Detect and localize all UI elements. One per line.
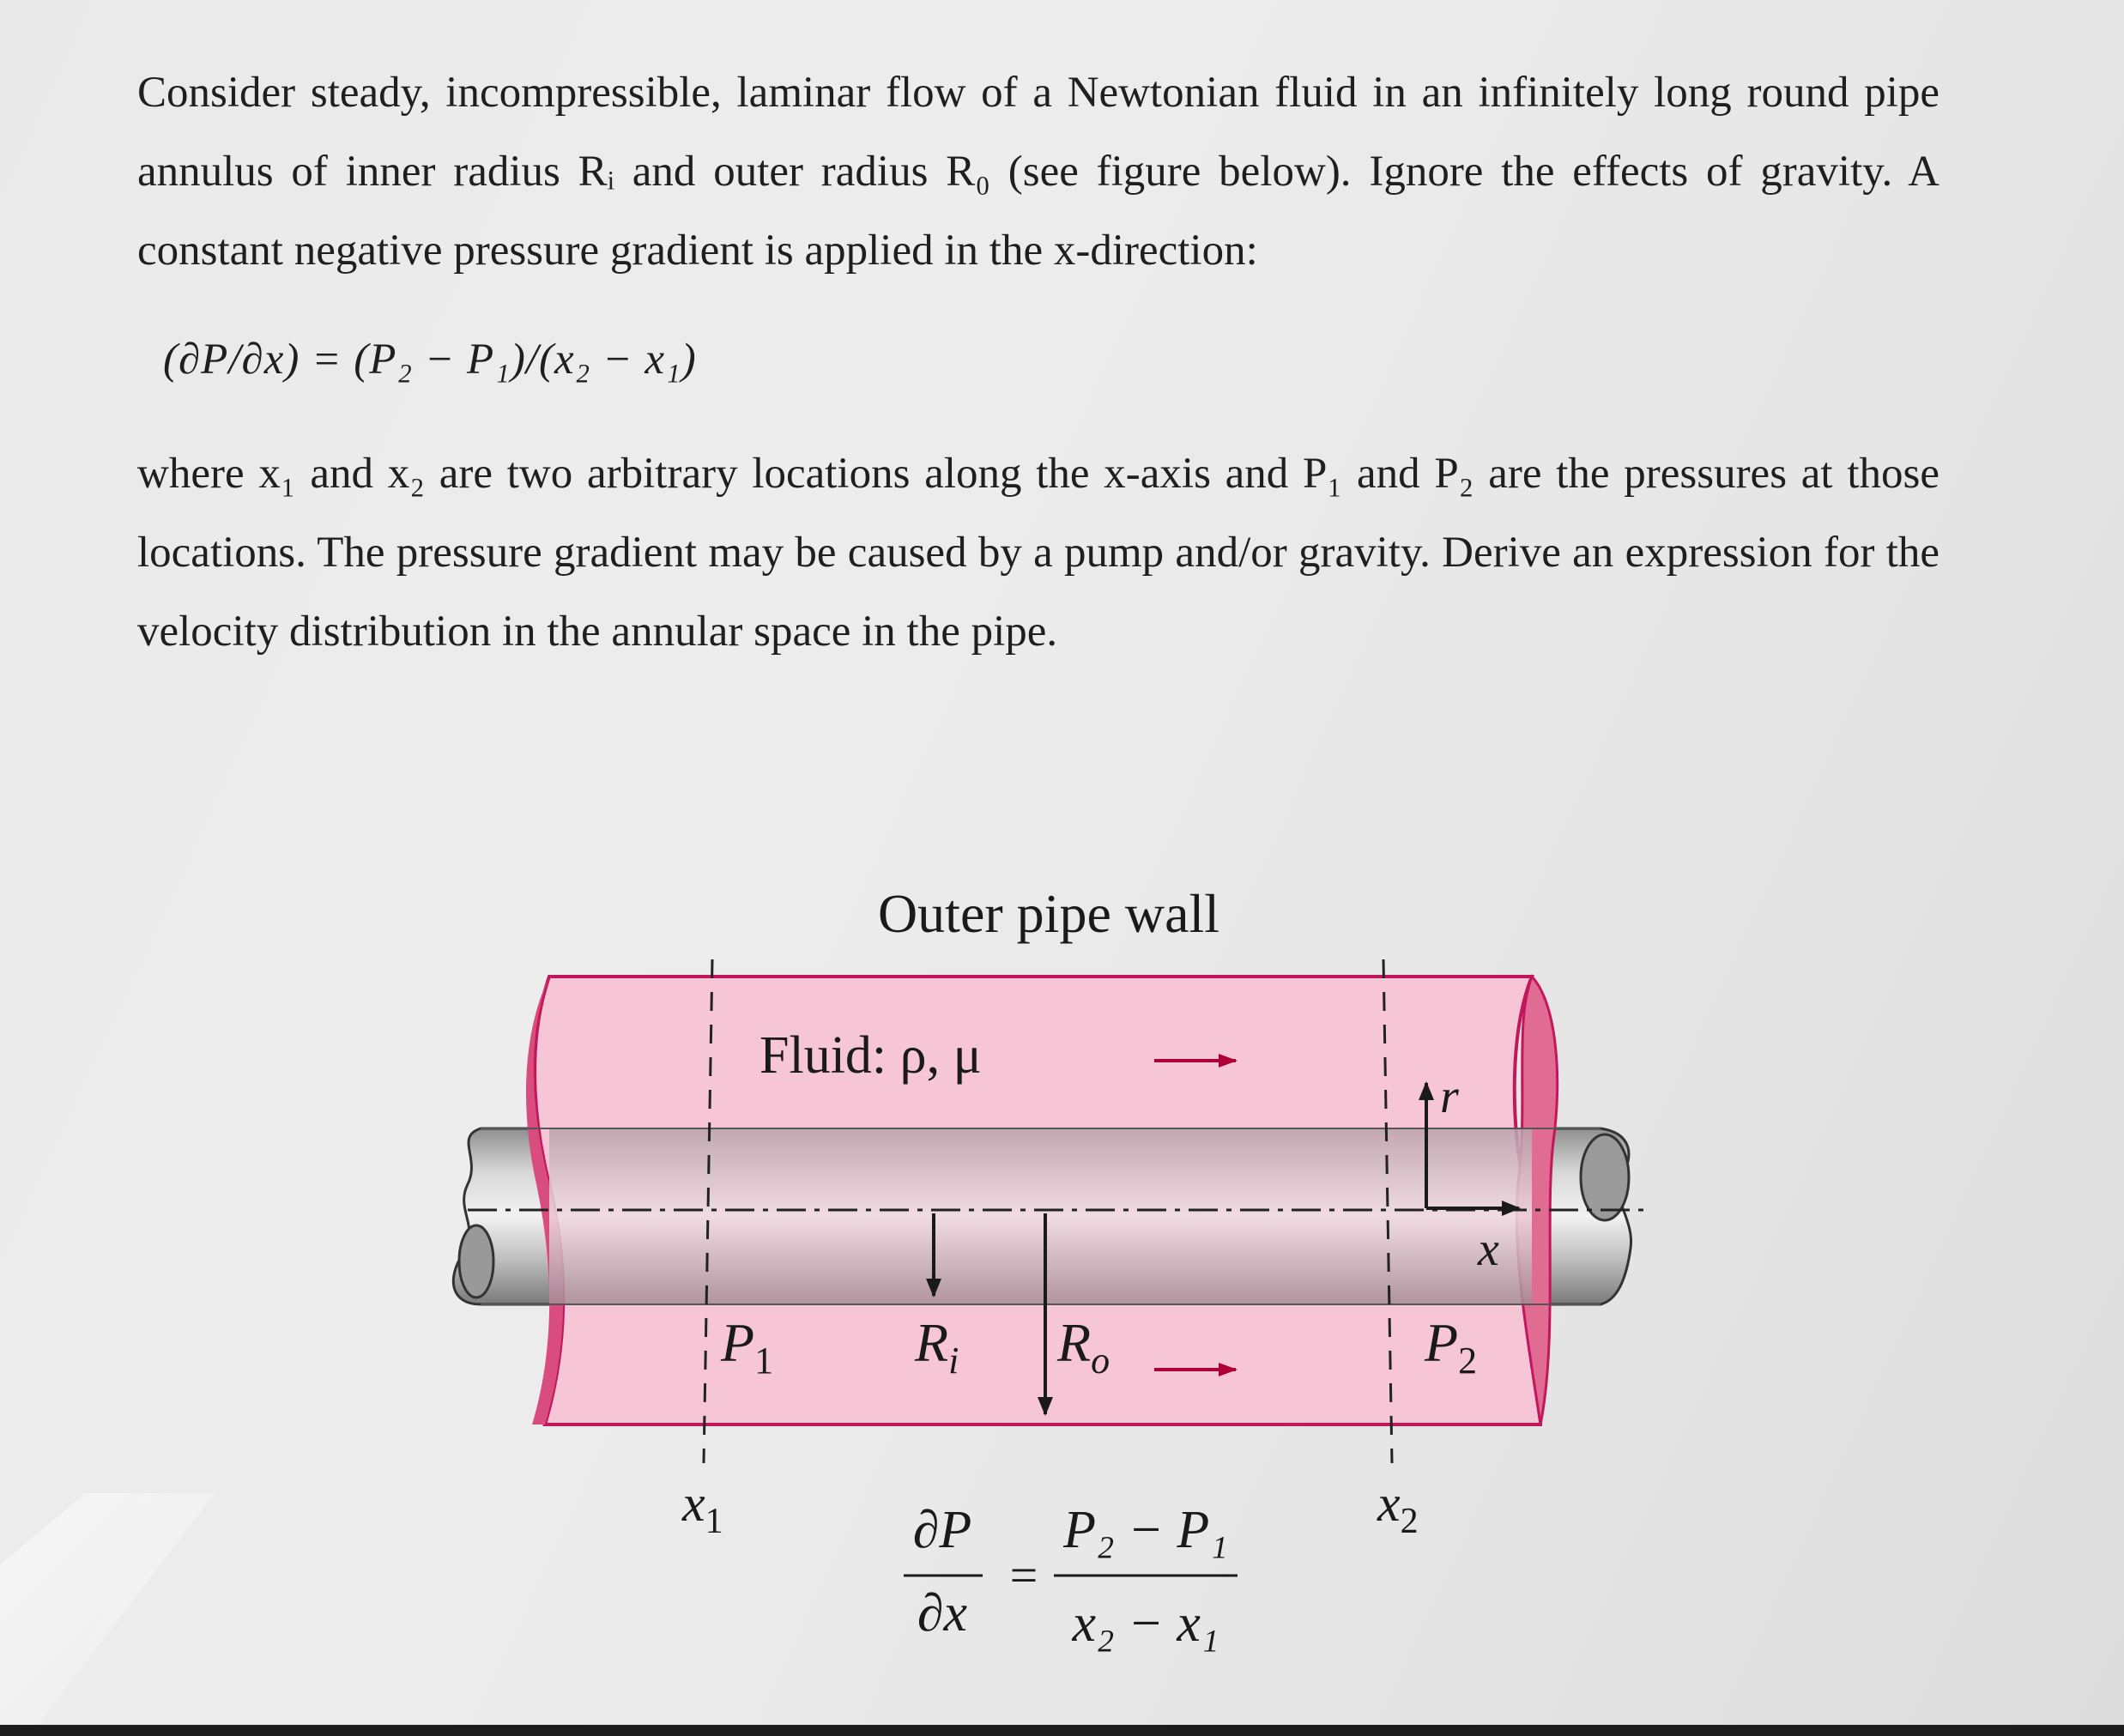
p2-label: $P_2$ [1425, 1312, 1478, 1382]
inner-rod-left-end [459, 1225, 493, 1297]
screen-bottom-edge [0, 1725, 2124, 1736]
pressure-gradient-equation: (∂P/∂x) = (P₂ − P₁)/(x₂ − x₁) [163, 336, 697, 384]
inner-rod-in-fluid [549, 1128, 1532, 1304]
x-axis-label: x [1478, 1223, 1499, 1276]
fraction-rhs-denominator: x₂ − x₁ [1072, 1594, 1219, 1653]
ro-label: $R_o$ [1057, 1312, 1110, 1382]
x1-label: $x_1$ [682, 1475, 723, 1541]
problem-paragraph-1: Consider steady, incompressible, laminar flow of a Newtonian fluid in an infinitely long round pipe annulus of inner radius Rᵢ and outer radius R₀ (see figure below). Ignore the effects of gravity. A constant negative pressure gradient is applied in the x-direction: [137, 69, 1939, 275]
outer-pipe-wall-label: Outer pipe wall [877, 883, 1220, 944]
fluid-label: Fluid: ρ, μ [759, 1026, 982, 1085]
fraction-equals: = [1009, 1547, 1038, 1603]
fraction-lhs-numerator: ∂P [912, 1501, 972, 1559]
r-axis-label: r [1440, 1070, 1459, 1123]
fraction-lhs-denominator: ∂x [917, 1584, 968, 1642]
problem-paragraph-2: where x₁ and x₂ are two arbitrary locations along the x-axis and P₁ and P₂ are the pressures at those locations. The pressure gradient may be caused by a pump and/or gravity. Derive an expression for the velocity distribution in the annular space in the pipe. [137, 450, 1939, 656]
x2-label: $x_2$ [1377, 1475, 1419, 1541]
ri-label: $R_i$ [915, 1312, 959, 1382]
inner-rod-right-end [1581, 1134, 1629, 1220]
fraction-rhs-numerator: P₂ − P₁ [1063, 1501, 1228, 1559]
p1-label: $P_1$ [721, 1312, 774, 1382]
